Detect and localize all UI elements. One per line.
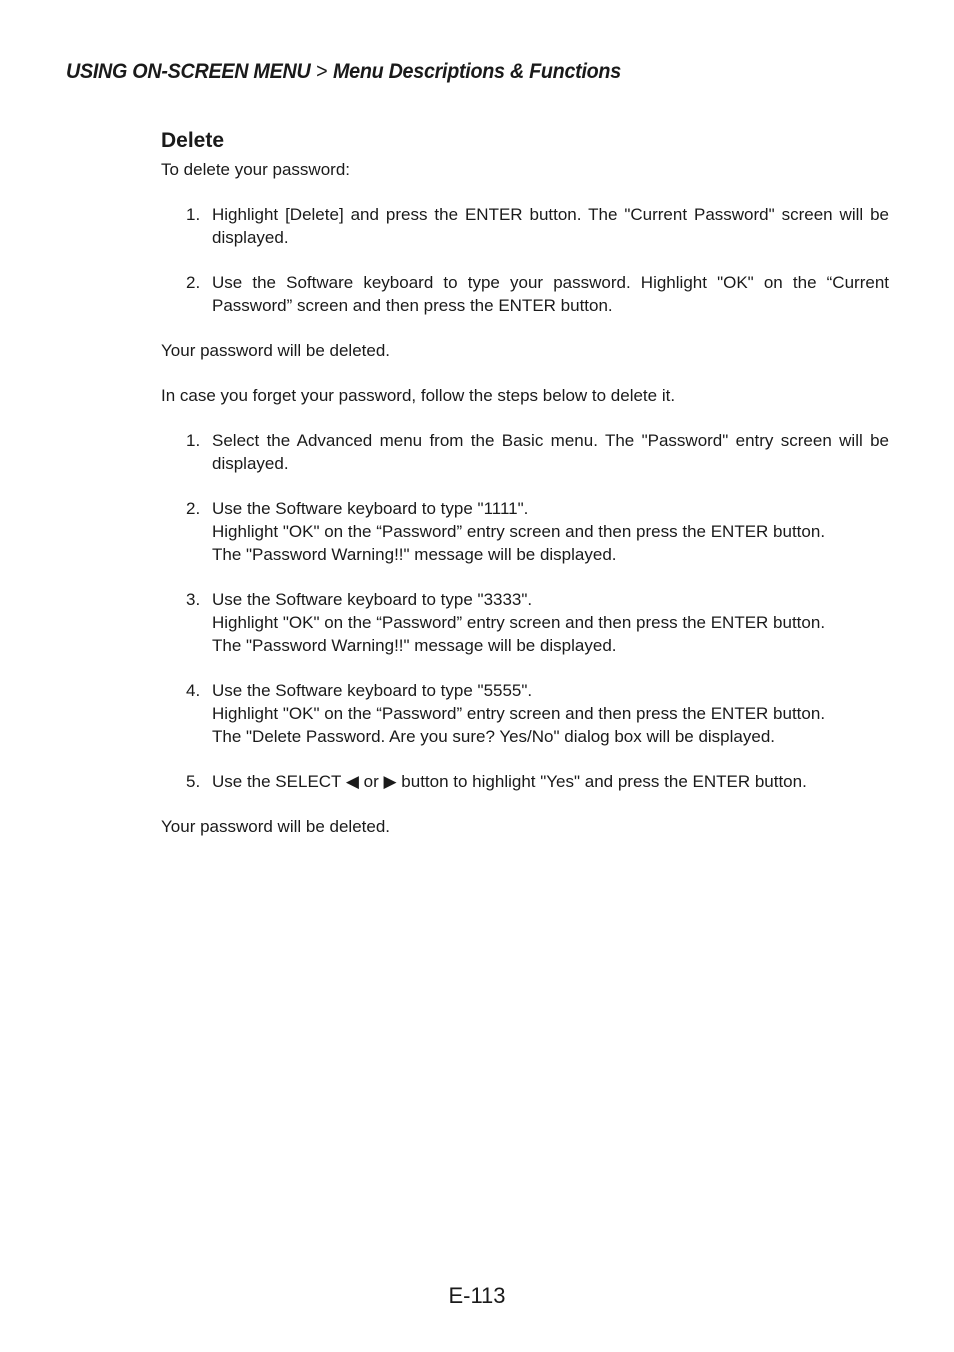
step-text: Highlight "OK" on the “Password” entry screen and then press the ENTER button. <box>212 522 826 541</box>
step-text: The "Password Warning!!" message will be displayed. <box>212 545 617 564</box>
step-text: The "Password Warning!!" message will be displayed. <box>212 636 617 655</box>
step-number: 1. <box>186 205 201 224</box>
running-header <box>66 60 621 84</box>
page-content <box>161 128 889 838</box>
step-text: Use the Software keyboard to type your password. Highlight "OK" on the “Current Password” screen and then press the ENTER button. <box>212 273 889 315</box>
list-item <box>161 770 889 793</box>
header-subsection: Menu Descriptions & Functions <box>332 60 621 83</box>
step-text: Highlight [Delete] and press the ENTER button. The "Current Password" screen will be displayed. <box>212 205 889 247</box>
step-text: Use the SELECT ◀ or ▶ button to highlight "Yes" and press the ENTER button. <box>212 772 807 791</box>
section-title: Delete <box>161 129 225 152</box>
step-number: 5. <box>186 772 201 791</box>
header-separator: > <box>316 60 328 83</box>
list-item <box>161 679 889 748</box>
list-item <box>161 588 889 657</box>
step-text: Highlight "OK" on the “Password” entry screen and then press the ENTER button. <box>212 613 826 632</box>
step-text: The "Delete Password. Are you sure? Yes/No" dialog box will be displayed. <box>212 727 776 746</box>
step-text: Use the Software keyboard to type "3333". <box>212 590 533 609</box>
result-text-a: Your password will be deleted. <box>161 341 391 360</box>
step-text: Use the Software keyboard to type "5555". <box>212 681 533 700</box>
page-number: E-113 <box>448 1283 506 1308</box>
delete-steps-list <box>161 203 889 317</box>
forgot-password-steps-list <box>161 429 889 793</box>
result-text-b: Your password will be deleted. <box>161 817 391 836</box>
spacer <box>161 407 889 429</box>
list-item <box>161 271 889 317</box>
step-number: 2. <box>186 273 201 292</box>
list-item <box>161 203 889 249</box>
header-section: USING ON-SCREEN MENU <box>66 60 311 83</box>
step-text: Use the Software keyboard to type "1111". <box>212 499 529 518</box>
list-item <box>161 429 889 475</box>
step-number: 2. <box>186 499 201 518</box>
spacer <box>161 362 889 384</box>
intro-text: To delete your password: <box>161 160 350 179</box>
forget-intro-text: In case you forget your password, follow the steps below to delete it. <box>161 386 676 405</box>
step-number: 1. <box>186 431 201 450</box>
step-text: Highlight "OK" on the “Password” entry screen and then press the ENTER button. <box>212 704 826 723</box>
list-item <box>161 497 889 566</box>
step-number: 4. <box>186 681 201 700</box>
step-text: Select the Advanced menu from the Basic menu. The "Password" entry screen will be displayed. <box>212 431 889 473</box>
spacer <box>161 181 889 203</box>
step-number: 3. <box>186 590 201 609</box>
